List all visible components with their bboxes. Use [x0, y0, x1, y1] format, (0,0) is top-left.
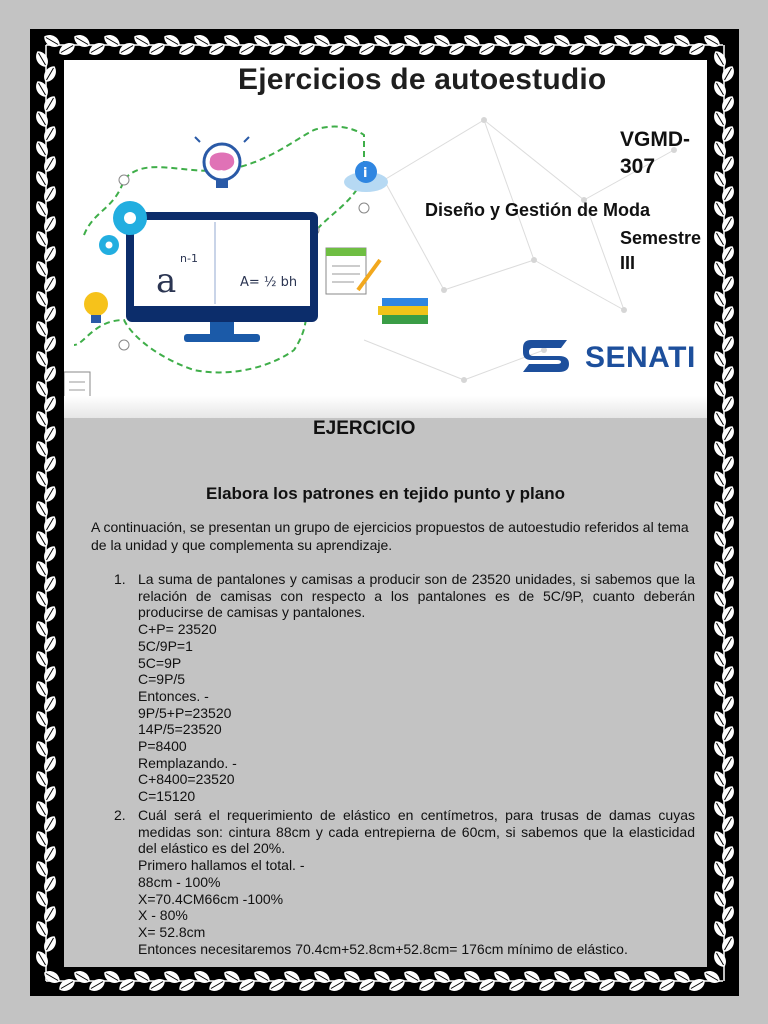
vine-leaf [41, 754, 59, 775]
vine-leaf [719, 184, 737, 205]
vine-leaf [33, 49, 51, 70]
vine-leaf [312, 968, 333, 986]
vine-leaf [33, 379, 51, 400]
vine-leaf [33, 859, 51, 880]
vine-leaf [33, 79, 51, 100]
vine-leaf [297, 976, 318, 994]
vine-leaf [711, 319, 729, 340]
vine-leaf [222, 968, 243, 986]
vine-leaf [402, 32, 423, 50]
vine-leaf [33, 679, 51, 700]
vine-leaf [719, 154, 737, 175]
vine-leaf [33, 739, 51, 760]
vine-leaf [522, 968, 543, 986]
vine-leaf [711, 79, 729, 100]
vine-leaf [719, 94, 737, 115]
vine-leaf [72, 32, 93, 50]
vine-leaf [33, 589, 51, 610]
vine-leaf [719, 874, 737, 895]
solution-line: C=9P/5 [138, 671, 186, 688]
vine-leaf [447, 976, 468, 994]
vine-leaf [711, 439, 729, 460]
vine-leaf [132, 32, 153, 50]
vine-leaf [711, 949, 729, 970]
vine-leaf [41, 694, 59, 715]
vine-leaf [719, 64, 737, 85]
vine-leaf [719, 214, 737, 235]
vine-leaf [267, 976, 288, 994]
vine-leaf [33, 199, 51, 220]
vine-leaf [719, 784, 737, 805]
vine-leaf [41, 514, 59, 535]
vine-leaf [33, 799, 51, 820]
vine-leaf [33, 259, 51, 280]
vine-leaf [687, 40, 708, 58]
vine-leaf [41, 64, 59, 85]
vine-leaf [719, 514, 737, 535]
vine-leaf [612, 32, 633, 50]
vine-leaf [711, 349, 729, 370]
vine-leaf [627, 976, 648, 994]
vine-leaf [719, 844, 737, 865]
vine-leaf [672, 32, 693, 50]
solution-line: C=15120 [138, 788, 196, 805]
vine-leaf [719, 694, 737, 715]
vine-leaf [33, 919, 51, 940]
vine-leaf [33, 169, 51, 190]
vine-leaf [327, 40, 348, 58]
vine-leaf [357, 40, 378, 58]
course-name: Diseño y Gestión de Moda [425, 200, 651, 220]
vine-leaf [719, 394, 737, 415]
vine-leaf [711, 229, 729, 250]
vine-leaf [177, 976, 198, 994]
intro-paragraph: A continuación, se presentan un grupo de ejercicios propuestos de autoestudio referidos al tema de la unidad y que complementa su aprendizaje. [91, 519, 689, 553]
vine-leaf [711, 409, 729, 430]
vine-leaf [402, 968, 423, 986]
vine-leaf [719, 454, 737, 475]
semester-value: III [620, 253, 636, 273]
vine-leaf [702, 968, 723, 986]
exercise-item [114, 807, 695, 957]
vine-leaf [711, 619, 729, 640]
vine-leaf [711, 769, 729, 790]
vine-leaf [41, 244, 59, 265]
vine-leaf [711, 559, 729, 580]
exercise-number: 2. [114, 807, 126, 823]
vine-leaf [41, 214, 59, 235]
vine-leaf [162, 968, 183, 986]
solution-line: Entonces necesitaremos 70.4cm+52.8cm+52.8cm= 176cm mínimo de elástico. [138, 940, 628, 957]
vine-leaf [42, 968, 63, 986]
formula-area: A= ½ bh [240, 275, 298, 290]
vine-leaf [711, 709, 729, 730]
vine-leaf [567, 976, 588, 994]
formula-power-exponent: n-1 [180, 252, 198, 265]
vine-leaf [719, 574, 737, 595]
header-banner [64, 60, 707, 418]
vine-leaf [41, 604, 59, 625]
vine-leaf [507, 976, 528, 994]
vine-leaf [552, 32, 573, 50]
vine-leaf [711, 379, 729, 400]
vine-leaf [147, 976, 168, 994]
content-area [64, 418, 707, 967]
vine-leaf [237, 976, 258, 994]
vine-leaf [33, 409, 51, 430]
vine-leaf [372, 968, 393, 986]
vine-leaf [33, 469, 51, 490]
vine-leaf [719, 304, 737, 325]
vine-leaf [711, 739, 729, 760]
exercise-number: 1. [114, 571, 126, 587]
vine-leaf [132, 968, 153, 986]
books-icon [378, 298, 428, 324]
vine-leaf [567, 40, 588, 58]
solution-line: X - 80% [138, 907, 188, 924]
vine-leaf [207, 40, 228, 58]
vine-leaf [387, 976, 408, 994]
vine-leaf [477, 40, 498, 58]
exercise-statement: Cuál será el requerimiento de elástico en centímetros, para trusas de damas cuyas medidas son: cintura 88cm y cada entrepierna de 60cm, si sabemos que la elasticidad del elástico es del 20%. [138, 807, 695, 857]
vine-leaf [582, 32, 603, 50]
vine-leaf [711, 139, 729, 160]
semester-label: Semestre [620, 228, 702, 248]
solution-line: C+8400=23520 [138, 771, 235, 788]
document-page [30, 29, 739, 996]
solution-line: Remplazando. - [138, 754, 237, 771]
vine-leaf [41, 424, 59, 445]
vine-leaf [719, 754, 737, 775]
vine-leaf [492, 968, 513, 986]
vine-leaf [417, 40, 438, 58]
vine-leaf [642, 32, 663, 50]
vine-leaf [177, 40, 198, 58]
vine-leaf [719, 934, 737, 955]
vine-leaf [719, 334, 737, 355]
vine-leaf [711, 919, 729, 940]
vine-leaf [33, 499, 51, 520]
vine-leaf [719, 634, 737, 655]
svg-text:i: i [363, 166, 368, 181]
vine-leaf [719, 904, 737, 925]
vine-leaf [41, 394, 59, 415]
vine-leaf [41, 484, 59, 505]
senati-wordmark: SENATI [585, 341, 696, 374]
vine-leaf [719, 364, 737, 385]
vine-leaf [711, 589, 729, 610]
vine-leaf [432, 32, 453, 50]
vine-leaf [282, 968, 303, 986]
vine-leaf [102, 32, 123, 50]
vine-leaf [719, 664, 737, 685]
solution-line: 9P/5+P=23520 [138, 704, 232, 721]
vine-leaf [719, 274, 737, 295]
vine-leaf [41, 154, 59, 175]
course-code-prefix: VGMD- [620, 128, 690, 151]
solution-line: 5C=9P [138, 654, 182, 671]
vine-leaf [282, 32, 303, 50]
vine-leaf [719, 814, 737, 835]
vine-leaf [711, 289, 729, 310]
vine-leaf [372, 32, 393, 50]
vine-leaf [711, 649, 729, 670]
vine-leaf [267, 40, 288, 58]
vine-leaf [33, 349, 51, 370]
vine-leaf [41, 544, 59, 565]
vine-leaf [312, 32, 333, 50]
vine-leaf [222, 32, 243, 50]
vine-leaf [41, 844, 59, 865]
notepad-icon [326, 248, 380, 294]
vine-leaf [507, 40, 528, 58]
vine-leaf [702, 32, 723, 50]
vine-leaf [33, 319, 51, 340]
exercise-subtitle: Elabora los patrones en tejido punto y plano [206, 484, 565, 503]
vine-leaf [33, 289, 51, 310]
vine-leaf [192, 968, 213, 986]
solution-line: Primero hallamos el total. - [138, 857, 305, 874]
vine-leaf [711, 499, 729, 520]
vine-leaf [719, 124, 737, 145]
vine-leaf [33, 529, 51, 550]
vine-leaf [719, 544, 737, 565]
vine-leaf [417, 976, 438, 994]
vine-leaf [719, 424, 737, 445]
vine-leaf [642, 968, 663, 986]
vine-leaf [41, 574, 59, 595]
vine-leaf [582, 968, 603, 986]
vine-leaf [33, 769, 51, 790]
vine-leaf [432, 968, 453, 986]
vine-leaf [477, 976, 498, 994]
vine-leaf [41, 724, 59, 745]
info-cloud-icon [344, 161, 388, 192]
vine-leaf [342, 968, 363, 986]
solution-line: C+P= 23520 [138, 621, 217, 638]
vine-leaf [711, 469, 729, 490]
vine-leaf [711, 49, 729, 70]
course-code [620, 126, 707, 180]
header-fade [64, 396, 707, 418]
vine-leaf [41, 274, 59, 295]
vine-leaf [237, 40, 258, 58]
semester [620, 226, 707, 276]
vine-leaf [327, 976, 348, 994]
vine-leaf [252, 32, 273, 50]
vine-leaf [711, 889, 729, 910]
vine-leaf [462, 968, 483, 986]
vine-leaf [252, 968, 273, 986]
vine-leaf [297, 40, 318, 58]
solution-line: 88cm - 100% [138, 873, 221, 890]
vine-leaf [41, 634, 59, 655]
vine-leaf [162, 32, 183, 50]
vine-leaf [33, 889, 51, 910]
vine-leaf [41, 664, 59, 685]
vine-leaf [87, 976, 108, 994]
vine-leaf [612, 968, 633, 986]
vine-leaf [87, 40, 108, 58]
vine-leaf [117, 976, 138, 994]
solution-line: X=70.4CM66cm -100% [138, 890, 284, 907]
vine-leaf [33, 439, 51, 460]
vine-leaf [207, 976, 228, 994]
vine-leaf [462, 32, 483, 50]
vine-leaf [41, 454, 59, 475]
exercise-statement: La suma de pantalones y camisas a producir son de 23520 unidades, si sabemos que la relación de camisas con respecto a los pantalones es de 5C/9P, cuanto deberán producirse de camisas y pantalones. [138, 571, 695, 621]
vine-leaf [687, 976, 708, 994]
vine-leaf [33, 949, 51, 970]
header-title: Ejercicios de autoestudio [238, 63, 607, 96]
vine-leaf [41, 934, 59, 955]
vine-leaf [357, 976, 378, 994]
vine-leaf [711, 259, 729, 280]
vine-leaf [41, 334, 59, 355]
vine-leaf [711, 529, 729, 550]
vine-leaf [627, 40, 648, 58]
vine-leaf [33, 139, 51, 160]
vine-leaf [33, 559, 51, 580]
vine-leaf [41, 364, 59, 385]
vine-leaf [41, 874, 59, 895]
lightbulb-icon [84, 292, 108, 323]
vine-leaf [57, 40, 78, 58]
vine-leaf [597, 40, 618, 58]
vine-leaf [41, 124, 59, 145]
exercise-item [114, 571, 695, 805]
vine-leaf [711, 829, 729, 850]
solution-line: 5C/9P=1 [138, 637, 193, 654]
course-code-number: 307 [620, 155, 656, 178]
vine-leaf [657, 40, 678, 58]
vine-leaf [522, 32, 543, 50]
vine-leaf [41, 94, 59, 115]
vine-leaf [719, 484, 737, 505]
vine-leaf [657, 976, 678, 994]
vine-leaf [711, 679, 729, 700]
vine-leaf [147, 40, 168, 58]
vine-leaf [41, 784, 59, 805]
solution-line: P=8400 [138, 738, 187, 755]
vine-leaf [342, 32, 363, 50]
vine-leaf [192, 32, 213, 50]
vine-leaf [387, 40, 408, 58]
vine-leaf [537, 976, 558, 994]
vine-leaf [117, 40, 138, 58]
vine-leaf [41, 184, 59, 205]
vine-leaf [33, 649, 51, 670]
vine-leaf [72, 968, 93, 986]
vine-leaf [57, 976, 78, 994]
vine-leaf [719, 604, 737, 625]
vine-leaf [537, 40, 558, 58]
senati-logo-icon [517, 336, 575, 376]
vine-leaf [33, 619, 51, 640]
vine-leaf [552, 968, 573, 986]
vine-leaf [711, 109, 729, 130]
vine-leaf [33, 109, 51, 130]
vine-leaf [33, 829, 51, 850]
vine-leaf [42, 32, 63, 50]
vine-leaf [41, 814, 59, 835]
vine-leaf [597, 976, 618, 994]
vine-leaf [711, 169, 729, 190]
brain-bulb-icon [195, 137, 249, 188]
formula-power: a [156, 261, 177, 301]
vine-leaf [41, 304, 59, 325]
vine-leaf [33, 229, 51, 250]
vine-leaf [33, 709, 51, 730]
vine-leaf [102, 968, 123, 986]
vine-leaf [711, 199, 729, 220]
vine-leaf [41, 904, 59, 925]
solution-line: Entonces. - [138, 687, 209, 704]
vine-leaf [711, 859, 729, 880]
vine-leaf [447, 40, 468, 58]
solution-line: 14P/5=23520 [138, 721, 222, 738]
vine-leaf [492, 32, 513, 50]
vine-leaf [719, 724, 737, 745]
vine-leaf [672, 968, 693, 986]
solution-line: X= 52.8cm [138, 923, 206, 940]
exercise-heading: EJERCICIO [313, 418, 416, 439]
vine-leaf [719, 244, 737, 265]
vine-leaf [711, 799, 729, 820]
